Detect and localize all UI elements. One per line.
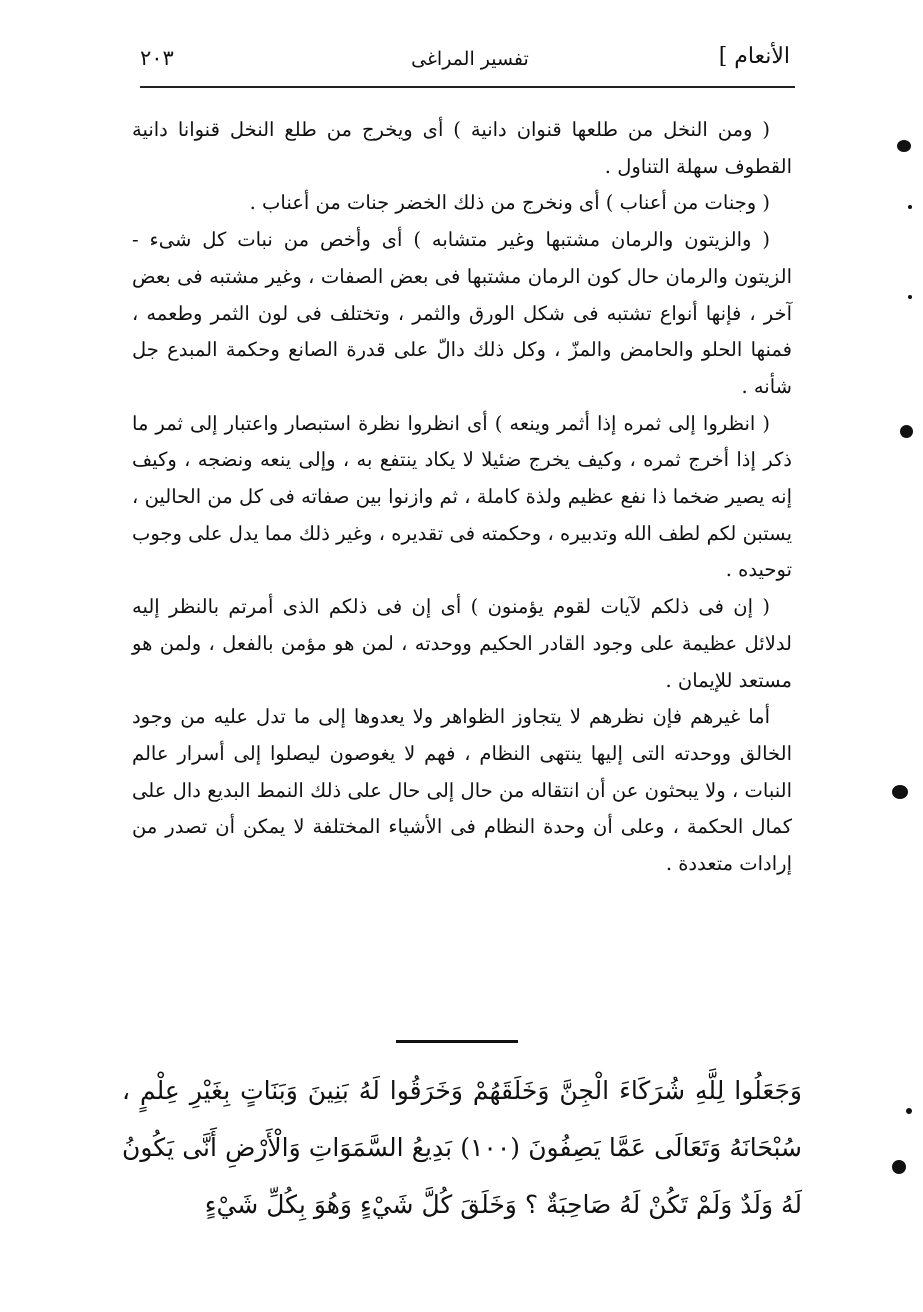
chapter-name: الأنعام ] <box>718 44 790 69</box>
verse-text: وَجَعَلُوا لِلَّهِ شُرَكَاءَ الْجِنَّ وَخَلَقَهُمْ وَخَرَقُوا لَهُ بَنِينَ وَبَنَاتٍ بِغَيْرِ عِلْمٍ ، سُبْحَانَهُ وَتَعَالَى عَمَّا يَصِفُونَ (١٠٠) بَدِيعُ السَّمَوَاتِ وَالْأَرْضِ أَنَّى يَكُونُ لَهُ وَلَدٌ وَلَمْ تَكُنْ لَهُ صَاحِبَةٌ ؟ وَخَلَقَ كُلَّ شَيْءٍ وَهُوَ بِكُلِّ شَيْءٍ <box>122 1076 802 1219</box>
section-separator <box>396 1040 518 1043</box>
commentary-paragraph: ( انظروا إلى ثمره إذا أثمر وينعه ) أى انظروا نظرة استبصار واعتبار إلى ثمر ما ذكر إذا أخرج ثمره ، وكيف يخرج ضئيلا لا يكاد ينتفع به ، وإلى ينعه ونضجه ، وكيف إنه يصير ضخما ذا نفع عظيم ولذة كاملة ، ثم وازنوا بين صفاته فى كل من الحالين ، يستبن لكم لطف الله وتدبيره ، وحكمته فى تقديره ، وغير ذلك مما يدل على وجوب توحيده . <box>132 411 792 582</box>
commentary-paragraph: أما غيرهم فإن نظرهم لا يتجاوز الظواهر ولا يعدوها إلى ما تدل عليه من وجود الخالق ووحدته التى إليها ينتهى النظام ، فهم لا يغوصون ليصلوا إلى أسرار عالم النبات ، ولا يبحثون عن أن انتقاله من حال إلى حال على ذلك النمط البديع دال على كمال الحكمة ، وعلى أن وحدة النظام فى الأشياء المختلفة لا يمكن أن تصدر من إرادات متعددة . <box>132 705 792 876</box>
scan-speck <box>906 1108 912 1114</box>
commentary-paragraph: ( والزيتون والرمان مشتبها وغير متشابه ) أى وأخص من نبات كل شىء - الزيتون والرمان حال كون الرمان مشتبها فى بعض الصفات ، وغير مشتبه فى بعض آخر ، فإنها أنواع تشتبه فى شكل الورق والثمر ، وتختلف فى لون الثمر وطعمه ، فمنها الحلو والحامض والمزّ ، وكل ذلك دالّ على قدرة الصانع وحكمة المبدع جل شأنه . <box>132 228 792 398</box>
scan-speck <box>908 295 912 299</box>
page-number: ٢٠٣ <box>140 46 174 70</box>
commentary-paragraph: ( إن فى ذلكم لآيات لقوم يؤمنون ) أى إن فى ذلكم الذى أمرتم بالنظر إليه لدلائل عظيمة على وجود القادر الحكيم ووحدته ، لمن هو مؤمن بالفعل ، ولمن هو مستعد للإيمان . <box>132 595 792 692</box>
scan-speck <box>892 1160 906 1174</box>
book-title: تفسير المراغى <box>411 48 529 70</box>
quran-verse <box>122 1062 802 1233</box>
header-rule <box>140 86 795 88</box>
commentary-paragraph: ( وجنات من أعناب ) أى ونخرج من ذلك الخضر جنات من أعناب . <box>249 191 770 215</box>
scan-speck <box>892 785 908 799</box>
commentary-paragraph: ( ومن النخل من طلعها قنوان دانية ) أى ويخرج من طلع النخل قنوانا دانية القطوف سهلة التناول . <box>132 118 792 178</box>
commentary-text <box>132 112 792 883</box>
page-header <box>140 40 790 80</box>
scan-speck <box>897 140 911 152</box>
scan-speck <box>908 205 912 209</box>
scan-speck <box>900 425 913 438</box>
